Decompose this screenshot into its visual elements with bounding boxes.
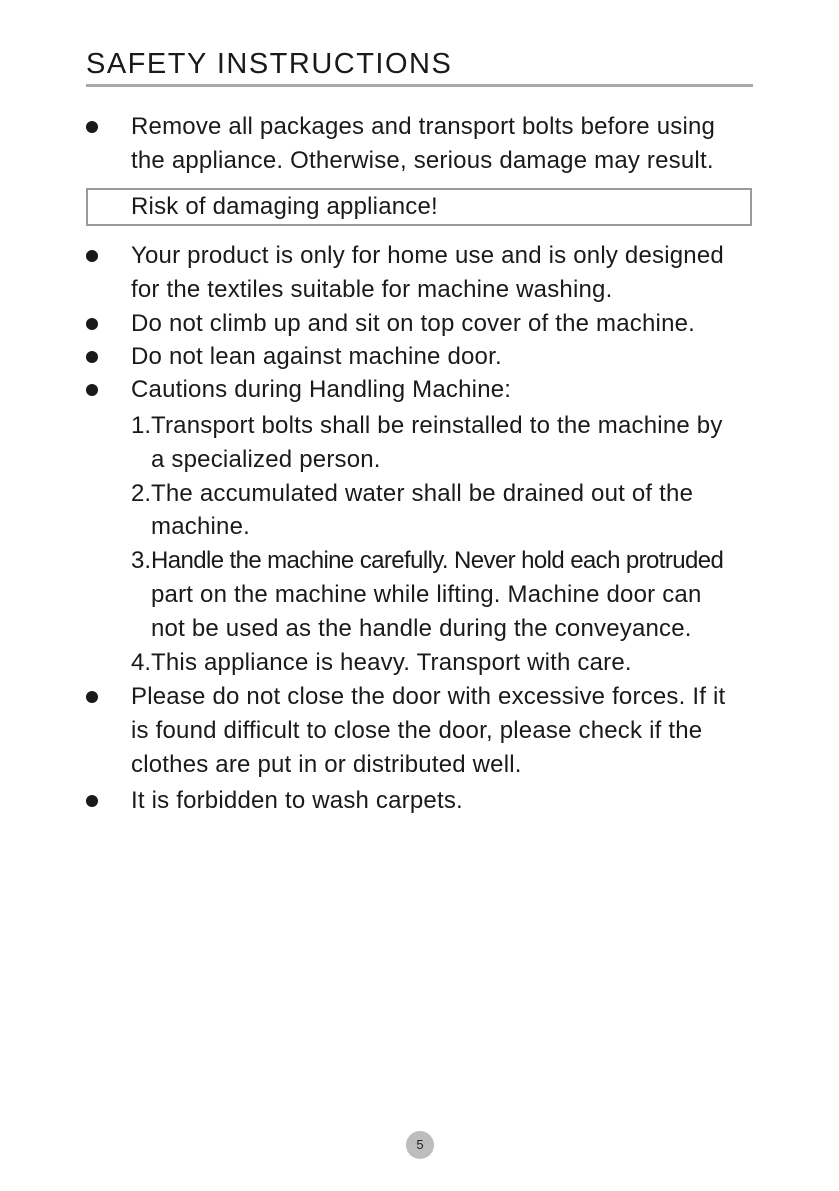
bullet-icon (86, 691, 98, 703)
title-underline (86, 84, 753, 87)
warning-box (86, 188, 752, 226)
caution-1-line-2: a specialized person. (151, 446, 381, 473)
item-2-line-1: Do not climb up and sit on top cover of the machine. (131, 310, 696, 337)
caution-4-line-1: This appliance is heavy. Transport with care. (151, 649, 632, 676)
intro-line-1: Remove all packages and transport bolts before using (131, 113, 716, 140)
caution-3-number: 3. (131, 547, 152, 574)
caution-1-line-1: Transport bolts shall be reinstalled to the machine by (151, 412, 723, 439)
item-3-line-1: Do not lean against machine door. (131, 343, 502, 370)
item-1-line-2: for the textiles suitable for machine washing. (131, 276, 613, 303)
page-title: SAFETY INSTRUCTIONS (86, 48, 453, 80)
page-number: 5 (406, 1131, 434, 1159)
caution-3-line-1: Handle the machine carefully. Never hold each protruded (151, 547, 724, 574)
bullet-icon (86, 250, 98, 262)
bullet-icon (86, 795, 98, 807)
final-1-line-3: clothes are put in or distributed well. (131, 751, 522, 778)
item-1-line-1: Your product is only for home use and is only designed (131, 242, 724, 269)
bullet-icon (86, 121, 98, 133)
bullet-icon (86, 384, 98, 396)
caution-3-line-3: not be used as the handle during the conveyance. (151, 615, 692, 642)
caution-1-number: 1. (131, 412, 152, 439)
caution-2-line-1: The accumulated water shall be drained out of the (151, 480, 694, 507)
final-2-line-1: It is forbidden to wash carpets. (131, 787, 463, 814)
bullet-icon (86, 318, 98, 330)
final-1-line-1: Please do not close the door with excessive forces. If it (131, 683, 726, 710)
intro-line-2: the appliance. Otherwise, serious damage may result. (131, 147, 714, 174)
caution-2-number: 2. (131, 480, 152, 507)
caution-3-line-2: part on the machine while lifting. Machine door can (151, 581, 702, 608)
warning-text: Risk of damaging appliance! (131, 193, 438, 220)
final-1-line-2: is found difficult to close the door, please check if the (131, 717, 703, 744)
caution-2-line-2: machine. (151, 513, 250, 540)
item-4-line-1: Cautions during Handling Machine: (131, 376, 512, 403)
caution-4-number: 4. (131, 649, 152, 676)
bullet-icon (86, 351, 98, 363)
